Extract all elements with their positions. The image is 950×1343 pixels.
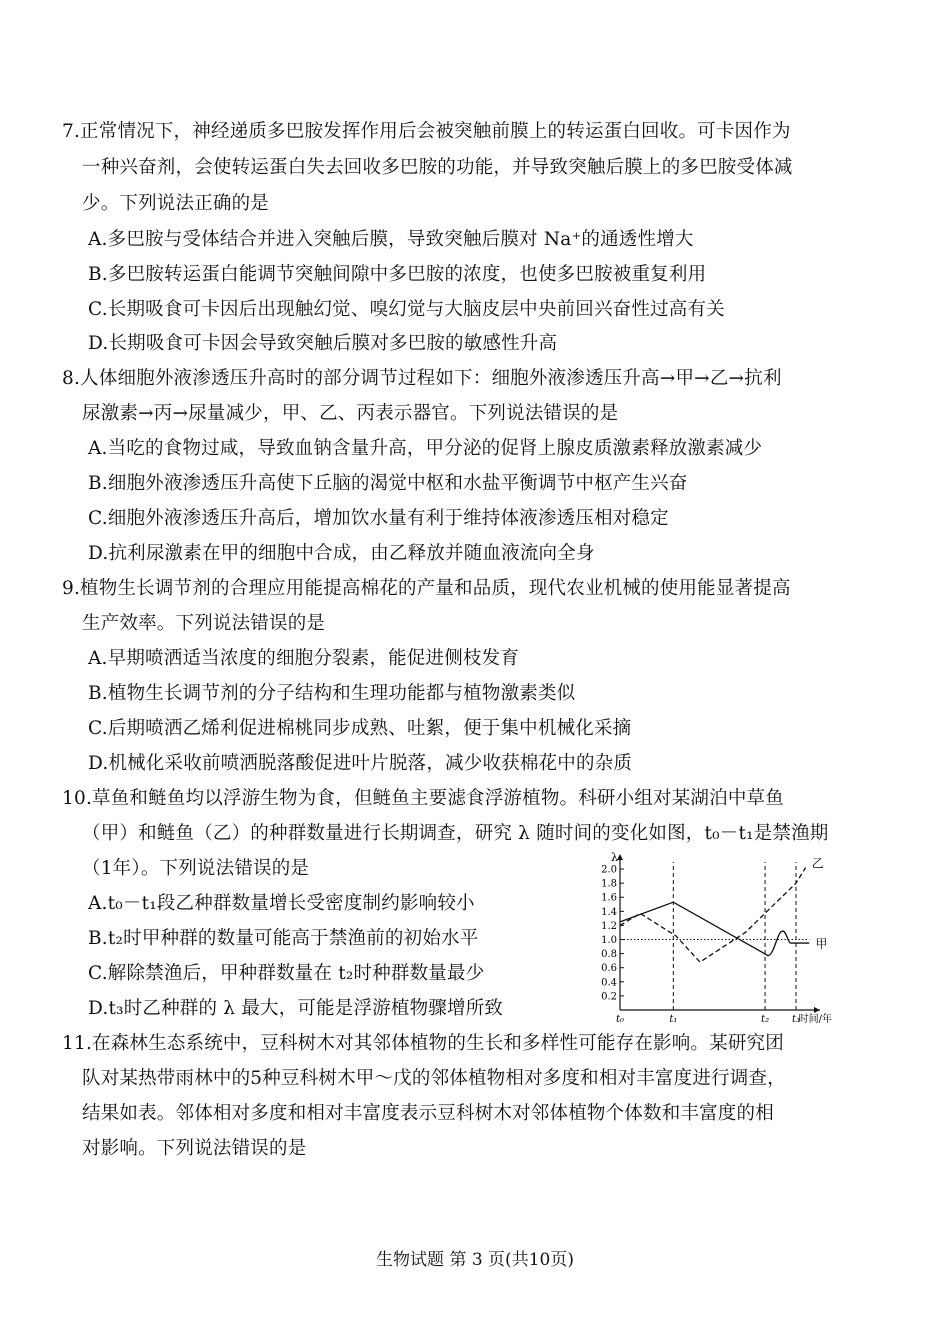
q10-stem-line-2: （甲）和鲢鱼（乙）的种群数量进行长期调查，研究 λ 随时间的变化如图，t₀－t₁是禁渔期: [82, 823, 829, 844]
x-tick-label: t₃: [791, 1014, 801, 1025]
y-tick-label: 1.4: [601, 906, 617, 918]
series-line-yi: [620, 868, 806, 962]
q7-option-a: A.多巴胺与受体结合并进入突触后膜，导致突触后膜对 Na⁺的通透性增大: [88, 229, 694, 250]
lambda-time-chart: [588, 852, 838, 1028]
q10-option-a: A.t₀－t₁段乙种群数量增长受密度制约影响较小: [88, 893, 475, 914]
q10-stem-line-3: （1年）。下列说法错误的是: [82, 858, 310, 879]
q11-stem-line-1: 11.在森林生态系统中，豆科树木对其邻体植物的生长和多样性可能存在影响。某研究团: [62, 1033, 784, 1054]
x-tick-label: t₁: [669, 1014, 678, 1025]
y-tick-label: 0.8: [601, 949, 617, 961]
series-label: 甲: [815, 937, 828, 952]
x-tick-label: t₂: [761, 1014, 770, 1025]
q8-stem-line-2: 尿激素→丙→尿量减少，甲、乙、丙表示器官。下列说法错误的是: [82, 403, 619, 424]
q11-stem-line-2: 队对某热带雨林中的5种豆科树木甲～戊的邻体植物相对多度和相对丰富度进行调查，: [82, 1068, 786, 1089]
y-tick-label: 1.2: [601, 920, 617, 932]
y-tick-label: 0.6: [601, 963, 617, 975]
x-tick-label: t₀: [615, 1014, 625, 1025]
y-tick-label: 1.6: [601, 892, 617, 904]
q9-stem-line-1: 9.植物生长调节剂的合理应用能提高棉花的产量和品质，现代农业机械的使用能显著提高: [62, 578, 791, 599]
y-axis-label: λ: [611, 852, 618, 864]
x-axis-label: 时间/年: [798, 1014, 832, 1025]
q8-stem-line-1: 8.人体细胞外液渗透压升高时的部分调节过程如下：细胞外液渗透压升高→甲→乙→抗利: [62, 368, 782, 389]
q9-option-b: B.植物生长调节剂的分子结构和生理功能都与植物激素类似: [88, 683, 576, 704]
y-tick-label: 1.0: [601, 935, 617, 947]
q10-stem-line-1: 10.草鱼和鲢鱼均以浮游生物为食，但鲢鱼主要滤食浮游植物。科研小组对某湖泊中草鱼: [62, 788, 784, 809]
q10-option-c: C.解除禁渔后，甲种群数量在 t₂时种群数量最少: [88, 963, 485, 984]
q7-stem-line-1: 7.正常情况下，神经递质多巴胺发挥作用后会被突触前膜上的转运蛋白回收。可卡因作为: [62, 121, 791, 142]
q11-stem-line-4: 对影响。下列说法错误的是: [82, 1138, 307, 1159]
q10-option-d: D.t₃时乙种群的 λ 最大，可能是浮游植物骤增所致: [88, 998, 504, 1019]
q7-stem-line-2: 一种兴奋剂，会使转运蛋白失去回收多巴胺的功能，并导致突触后膜上的多巴胺受体减: [82, 157, 793, 178]
series-label: 乙: [811, 856, 824, 871]
y-tick-label: 2.0: [601, 864, 617, 876]
y-tick-label: 0.2: [601, 991, 617, 1003]
q8-option-a: A.当吃的食物过咸，导致血钠含量升高，甲分泌的促肾上腺皮质激素释放激素减少: [88, 438, 763, 459]
page-footer: 生物试题 第 3 页(共10页): [376, 1250, 574, 1270]
q8-option-b: B.细胞外液渗透压升高使下丘脑的渴觉中枢和水盐平衡调节中枢产生兴奋: [88, 473, 688, 494]
q7-option-d: D.长期吸食可卡因会导致突触后膜对多巴胺的敏感性升高: [88, 333, 558, 354]
q9-option-c: C.后期喷洒乙烯利促进棉桃同步成熟、吐絮，便于集中机械化采摘: [88, 718, 632, 739]
y-tick-label: 0.4: [601, 977, 617, 989]
y-tick-label: 1.8: [601, 878, 617, 890]
q10-option-b: B.t₂时甲种群的数量可能高于禁渔前的初始水平: [88, 928, 479, 949]
x-axis-arrow: [814, 1007, 820, 1013]
q9-option-a: A.早期喷洒适当浓度的细胞分裂素，能促进侧枝发育: [88, 648, 520, 669]
q8-option-d: D.抗利尿激素在甲的细胞中合成，由乙释放并随血液流向全身: [88, 543, 595, 564]
q7-option-c: C.长期吸食可卡因后出现触幻觉、嗅幻觉与大脑皮层中央前回兴奋性过高有关: [88, 299, 725, 320]
q8-option-c: C.细胞外液渗透压升高后，增加饮水量有利于维持体液渗透压相对稳定: [88, 508, 669, 529]
q9-stem-line-2: 生产效率。下列说法错误的是: [82, 613, 326, 634]
q7-option-b: B.多巴胺转运蛋白能调节突触间隙中多巴胺的浓度，也使多巴胺被重复利用: [88, 264, 707, 285]
q11-stem-line-3: 结果如表。邻体相对多度和相对丰富度表示豆科树木对邻体植物个体数和丰富度的相: [82, 1103, 774, 1124]
series-line-jia: [620, 902, 809, 956]
q9-option-d: D.机械化采收前喷洒脱落酸促进叶片脱落，减少收获棉花中的杂质: [88, 753, 633, 774]
q7-stem-line-3: 少。下列说法正确的是: [82, 193, 270, 214]
